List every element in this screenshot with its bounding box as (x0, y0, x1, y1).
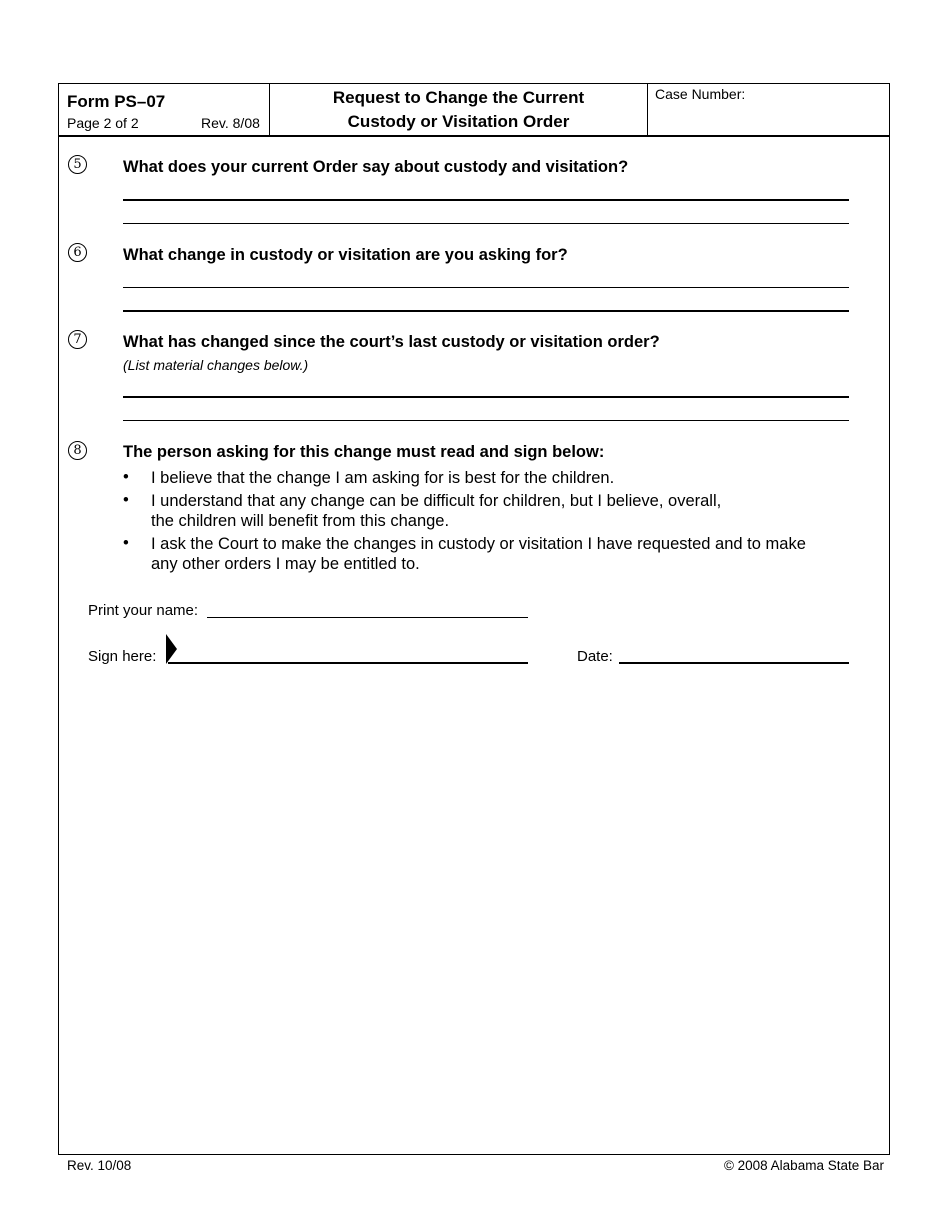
answer-line[interactable] (123, 287, 849, 288)
statement-text: I believe that the change I am asking for is best for the children. (151, 469, 615, 487)
question-7-text: What has changed since the court’s last custody or visitation order? (123, 333, 660, 351)
bullet-marker: • (123, 534, 129, 552)
question-6-number: 6 (68, 243, 87, 262)
header-title (270, 83, 648, 136)
statement-text: I understand that any change can be difficult for children, but I believe, overall, (151, 492, 722, 510)
bullet-marker: • (123, 468, 129, 486)
statement-text-continued: the children will benefit from this change. (151, 512, 450, 530)
question-6-text: What change in custody or visitation are you asking for? (123, 246, 568, 264)
header-revision: Rev. 8/08 (201, 115, 260, 131)
statement-text-continued: any other orders I may be entitled to. (151, 555, 420, 573)
date-label: Date: (577, 648, 613, 665)
date-field[interactable] (619, 662, 849, 664)
title-line-1: Request to Change the Current (332, 88, 585, 107)
answer-line[interactable] (123, 310, 849, 312)
form-border (58, 83, 890, 1155)
question-5-number: 5 (68, 155, 87, 174)
form-header (58, 83, 890, 137)
bullet-marker: • (123, 491, 129, 509)
answer-line[interactable] (123, 396, 849, 398)
header-form-info (58, 83, 270, 136)
signature-field[interactable] (168, 662, 528, 664)
case-number-field[interactable] (648, 83, 890, 136)
question-7-note: (List material changes below.) (123, 357, 309, 373)
question-5-text: What does your current Order say about custody and visitation? (123, 158, 629, 176)
print-name-label: Print your name: (88, 602, 199, 619)
print-name-field[interactable] (207, 617, 528, 618)
title-line-2: Custody or Visitation Order (347, 112, 570, 131)
case-number-label: Case Number: (655, 86, 746, 102)
question-7-number: 7 (68, 330, 87, 349)
question-8-text: The person asking for this change must read and sign below: (123, 443, 605, 461)
question-8-number: 8 (68, 441, 87, 460)
answer-line[interactable] (123, 223, 849, 224)
footer-copyright: © 2008 Alabama State Bar (723, 1158, 884, 1173)
page-indicator: Page 2 of 2 (67, 115, 139, 131)
answer-line[interactable] (123, 420, 849, 421)
sign-arrow-icon (166, 634, 177, 664)
sign-here-label: Sign here: (88, 648, 157, 665)
form-id: Form PS–07 (67, 92, 166, 111)
statement-text: I ask the Court to make the changes in custody or visitation I have requested and to make (151, 535, 806, 553)
footer-revision: Rev. 10/08 (67, 1158, 132, 1173)
answer-line[interactable] (123, 199, 849, 201)
